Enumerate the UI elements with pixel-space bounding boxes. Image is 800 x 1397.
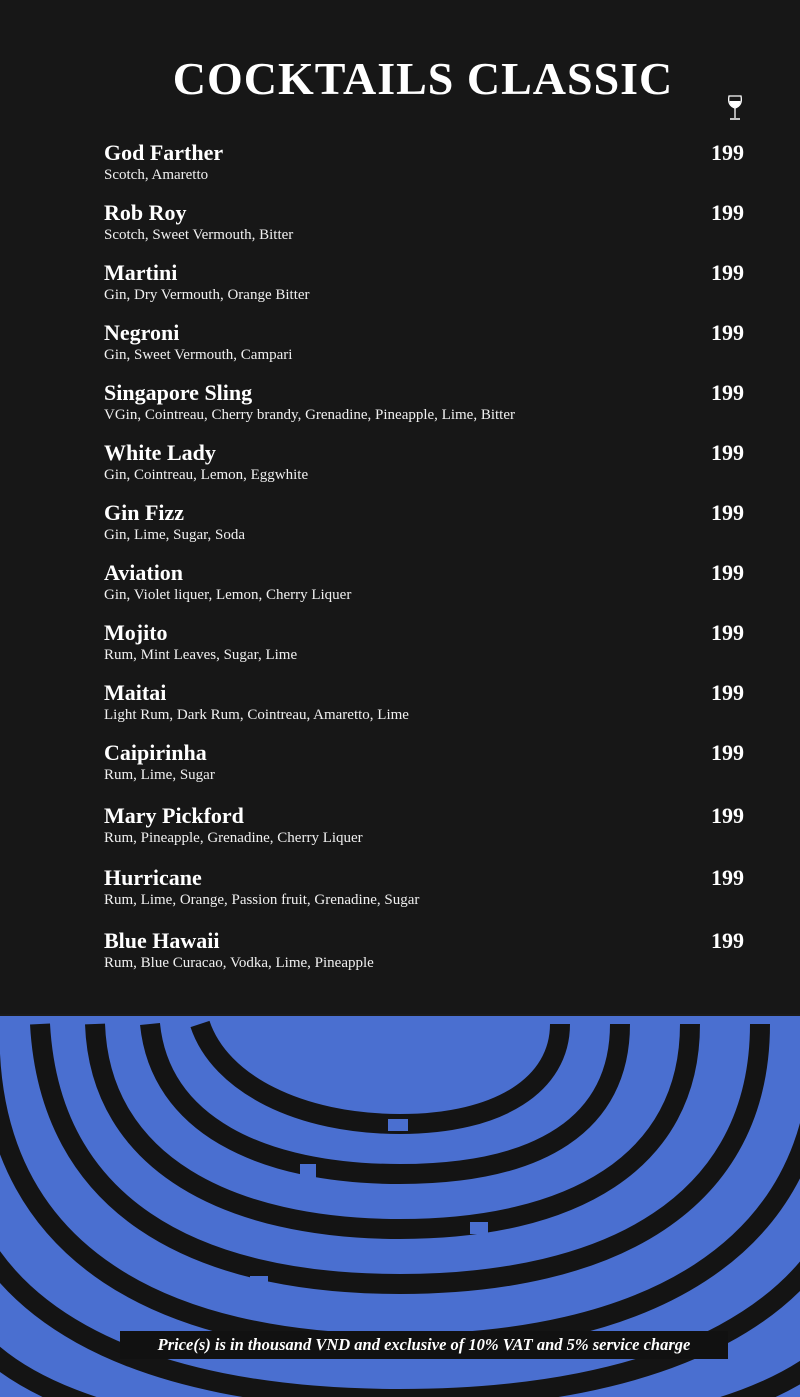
- item-price: 199: [711, 802, 744, 828]
- item-name: White Lady: [104, 440, 216, 465]
- item-ingredients: Rum, Mint Leaves, Sugar, Lime: [104, 647, 298, 663]
- item-price: 199: [711, 140, 744, 165]
- item-ingredients: Gin, Lime, Sugar, Soda: [104, 527, 246, 543]
- item-ingredients: Rum, Pineapple, Grenadine, Cherry Liquer: [104, 829, 363, 846]
- item-ingredients: Gin, Violet liquer, Lemon, Cherry Liquer: [104, 587, 352, 603]
- item-name: Caipirinha: [104, 740, 207, 765]
- item-price: 199: [711, 260, 744, 285]
- item-price: 199: [711, 320, 744, 345]
- item-ingredients: VGin, Cointreau, Cherry brandy, Grenadine, Pineapple, Lime, Bitter: [104, 407, 515, 423]
- menu-item: [104, 620, 744, 680]
- item-name: Negroni: [104, 320, 180, 345]
- item-price: 199: [711, 865, 744, 890]
- item-name: Rob Roy: [104, 200, 187, 225]
- wine-glass-icon: [726, 94, 744, 122]
- item-name: Mary Pickford: [104, 802, 244, 828]
- page-title: COCKTAILS CLASSIC: [172, 53, 674, 104]
- item-price: 199: [711, 927, 744, 953]
- menu-item: [104, 200, 744, 260]
- item-ingredients: Gin, Cointreau, Lemon, Eggwhite: [104, 467, 309, 483]
- item-price: 199: [711, 500, 744, 525]
- menu-item: [104, 260, 744, 320]
- item-name: Hurricane: [104, 865, 202, 890]
- menu-item: [104, 865, 744, 928]
- menu-item: [104, 803, 744, 866]
- item-price: 199: [711, 380, 744, 405]
- menu-item: [104, 560, 744, 620]
- item-price: 199: [711, 740, 744, 765]
- item-name: Mojito: [104, 620, 168, 645]
- item-price: 199: [711, 620, 744, 645]
- item-price: 199: [711, 680, 744, 705]
- menu-item: [104, 380, 744, 440]
- menu-item: [104, 928, 744, 991]
- menu-item: [104, 500, 744, 560]
- item-name: Singapore Sling: [104, 380, 253, 405]
- item-name: Blue Hawaii: [104, 927, 220, 953]
- item-name: Aviation: [104, 560, 184, 585]
- item-ingredients: Gin, Dry Vermouth, Orange Bitter: [104, 287, 310, 303]
- item-ingredients: Gin, Sweet Vermouth, Campari: [104, 347, 293, 363]
- menu-item: [104, 740, 744, 803]
- item-name: Gin Fizz: [104, 500, 185, 525]
- item-ingredients: Light Rum, Dark Rum, Cointreau, Amaretto, Lime: [104, 707, 409, 723]
- price-disclaimer: Price(s) is in thousand VND and exclusive of 10% VAT and 5% service charge: [120, 1331, 728, 1359]
- item-price: 199: [711, 200, 744, 225]
- item-ingredients: Scotch, Sweet Vermouth, Bitter: [104, 227, 294, 243]
- menu-list: [104, 140, 744, 990]
- menu-item: [104, 140, 744, 200]
- item-name: Maitai: [104, 680, 167, 705]
- item-ingredients: Scotch, Amaretto: [104, 167, 209, 183]
- item-ingredients: Rum, Lime, Sugar: [104, 767, 215, 783]
- item-price: 199: [711, 440, 744, 465]
- menu-item: [104, 320, 744, 380]
- item-name: God Farther: [104, 140, 224, 165]
- item-name: Martini: [104, 260, 178, 285]
- menu-item: [104, 680, 744, 740]
- item-ingredients: Rum, Blue Curacao, Vodka, Lime, Pineapple: [104, 954, 374, 971]
- item-ingredients: Rum, Lime, Orange, Passion fruit, Grenadine, Sugar: [104, 892, 420, 908]
- menu-item: [104, 440, 744, 500]
- item-price: 199: [711, 560, 744, 585]
